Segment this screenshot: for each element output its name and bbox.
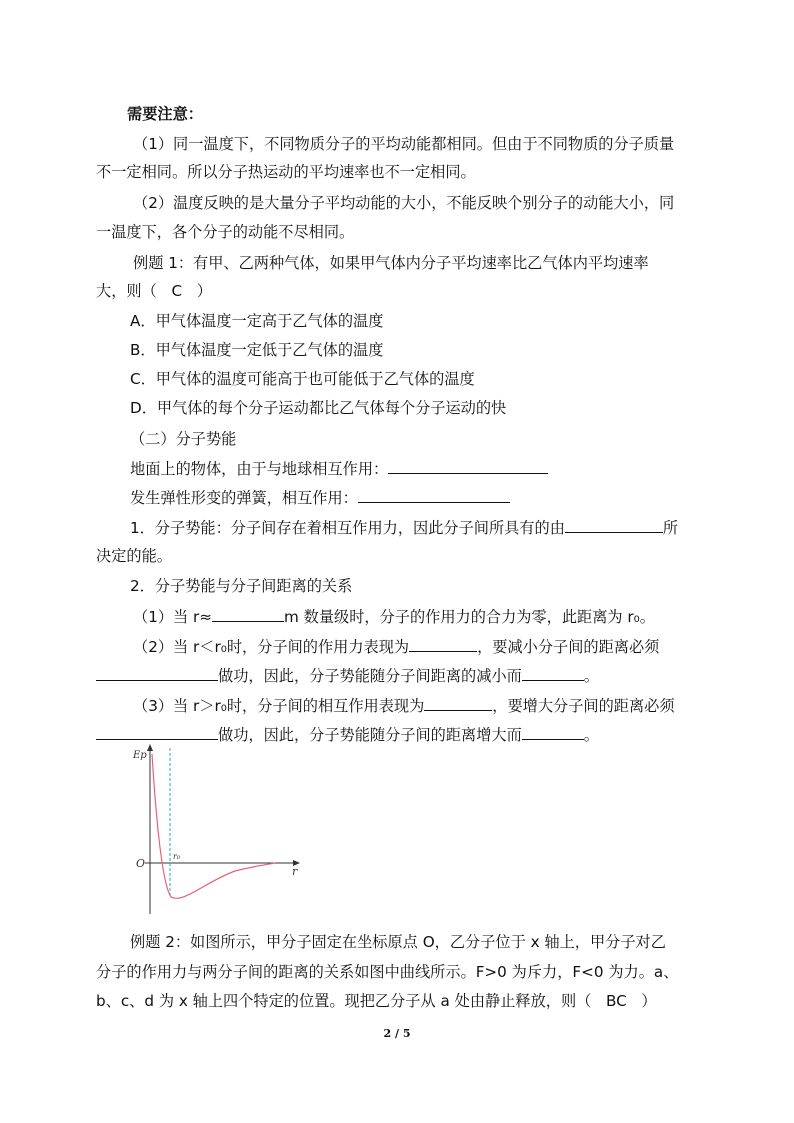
ground-object-blank[interactable] [388,458,548,474]
def-text-a: 1．分子势能：分子间存在着相互作用力，因此分子间所具有的由 [130,519,565,537]
r2-text-b: ，要减小分子间的距离必须 [477,638,660,656]
spring-text: 发生弹性形变的弹簧，相互作用： [130,489,358,507]
example2-line3 [96,991,657,1011]
r3-text-d: 。 [583,726,599,744]
ground-object-line [130,458,548,479]
r3-blank-trend[interactable] [522,724,584,740]
spring-blank[interactable] [358,487,510,503]
y-axis-label: Ep [133,750,147,761]
y-axis-arrow [147,744,153,751]
section-heading: 需要注意： [127,105,203,123]
example2-line2: 分子的作用力与两分子间的距离的关系如图中曲线所示。F>0 为斥力，F<0 为力。a、 [96,963,679,981]
r2-text-a: （2）当 r＜r₀时，分子间的作用力表现为 [133,638,410,656]
r3-blank-force[interactable] [424,695,492,711]
option-d: D．甲气体的每个分子运动都比乙气体每个分子运动的快 [130,399,507,417]
ground-object-text: 地面上的物体，由于与地球相互作用： [130,460,389,478]
r2-blank-work[interactable] [96,665,218,681]
note1-line2: 不一定相同。所以分子热运动的平均速率也不一定相同。 [96,163,476,181]
origin-label: O [136,857,146,870]
note2-line2: 一温度下，各个分子的动能不尽相同。 [96,223,355,241]
x-axis-label: r [292,865,298,878]
r1-blank[interactable] [212,606,284,622]
r2-line2 [96,665,599,686]
page-number: 2 / 5 [383,1027,411,1040]
option-a: A．甲气体温度一定高于乙气体的温度 [130,312,384,330]
r3-text-a: （3）当 r＞r₀时，分子间的相互作用表现为 [133,697,425,715]
r3-line1 [133,695,675,716]
example1-suffix: ） [196,282,212,300]
r3-blank-work[interactable] [96,724,218,740]
note1-line1: （1）同一温度下，不同物质分子的平均动能都相同。但由于不同物质的分子质量 [133,135,675,153]
r1-text-b: m 数量级时，分子的作用力的合力为零，此距离为 r₀。 [284,608,655,626]
r1-text-a: （1）当 r≈ [133,608,213,626]
potential-energy-def-line1 [130,517,678,538]
option-b: B．甲气体温度一定低于乙气体的温度 [130,341,384,359]
r2-text-c: 做功，因此，分子势能随分子间距离的减小而 [218,667,522,685]
r1-line [133,606,655,627]
potential-energy-def-line2: 决定的能。 [96,547,172,565]
r2-blank-trend[interactable] [522,665,584,681]
def-blank[interactable] [565,517,663,533]
option-c: C．甲气体的温度可能高于也可能低于乙气体的温度 [130,370,475,388]
r3-text-b: ，要增大分子间的距离必须 [492,697,675,715]
example1-line1: 例题 1：有甲、乙两种气体，如果甲气体内分子平均速率比乙气体内平均速率 [133,254,649,272]
r2-text-d: 。 [583,667,599,685]
r0-label: r₀ [173,852,181,861]
note2-line1: （2）温度反映的是大量分子平均动能的大小，不能反映个别分子的动能大小，同 [133,194,675,212]
r2-line1 [133,636,659,657]
example2-suffix: ） [641,992,657,1010]
example2-answer: BC [605,992,627,1010]
r2-blank-force[interactable] [409,636,477,652]
spring-line [130,487,510,508]
example1-prefix: 大，则（ [96,282,157,300]
relation-title: 2．分子势能与分子间距离的关系 [130,577,353,595]
example2-prefix: b、c、d 为 x 轴上四个特定的位置。现把乙分子从 a 处由静止释放，则（ [96,992,592,1010]
example2-line1: 例题 2：如图所示，甲分子固定在坐标原点 O，乙分子位于 x 轴上，甲分子对乙 [130,933,666,951]
example1-answer: C [171,282,183,300]
example1-line2 [96,281,212,301]
section2-title: （二）分子势能 [130,430,237,448]
r3-text-c: 做功，因此，分子势能随分子间的距离增大而 [218,726,522,744]
potential-energy-graph [125,742,310,922]
def-text-b: 所 [662,519,679,537]
